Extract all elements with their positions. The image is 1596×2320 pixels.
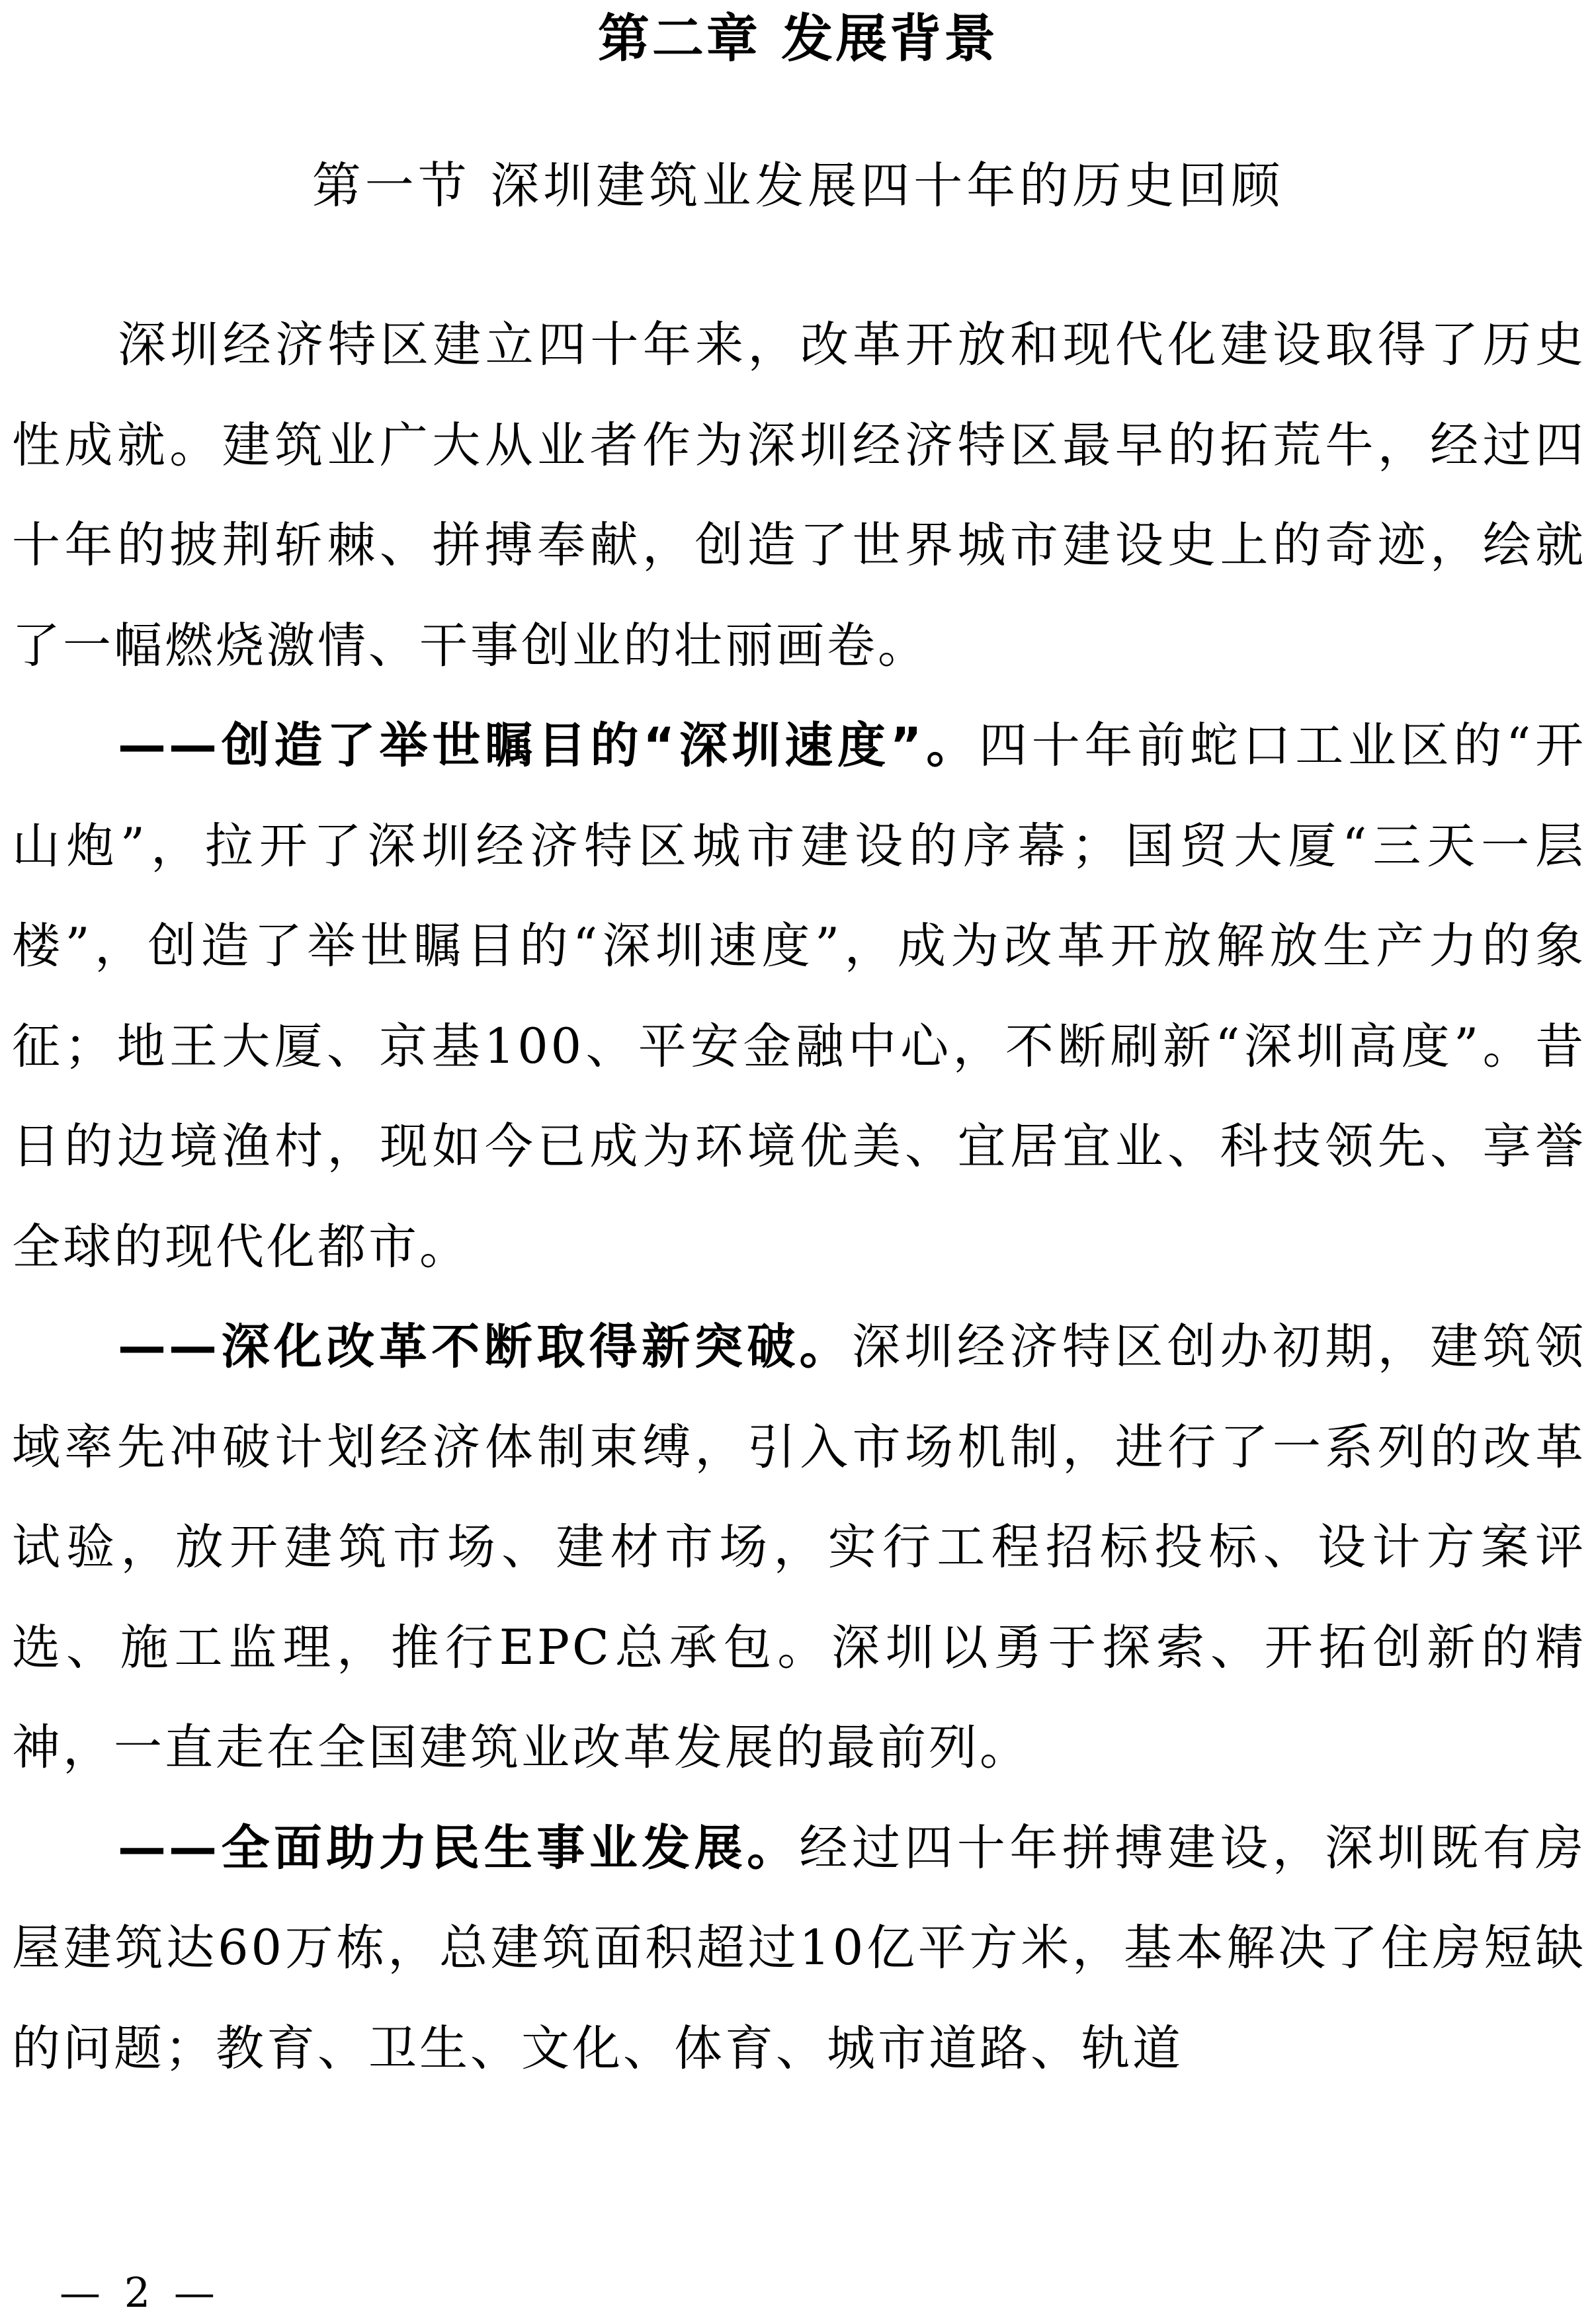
chapter-title: 第二章 发展背景 — [597, 9, 999, 69]
paragraph-shenzhen-speed — [12, 696, 1586, 1297]
page-number: — 2 — — [60, 2268, 220, 2317]
paragraph-text: 深圳经济特区创办初期，建筑领域率先冲破计划经济体制束缚，引入市场机制，进行了一系列的改革试验，放开建筑市场、建材市场，实行工程招标投标、设计方案评选、施工监理，推行EPC总承包。深圳以勇于探索、开拓创新的精神，一直走在全国建筑业改革发展的最前列。 — [12, 1319, 1586, 1776]
paragraph-text: 经过四十年拼搏建设，深圳既有房屋建筑达60万栋，总建筑面积超过10亿平方米，基本解决了住房短缺的问题；教育、卫生、文化、体育、城市道路、轨道 — [12, 1819, 1587, 2077]
paragraph-text: 深圳经济特区建立四十年来，改革开放和现代化建设取得了历史性成就。建筑业广大从业者作为深圳经济特区最早的拓荒牛，经过四十年的披荆斩棘、拼搏奉献，创造了世界城市建设史上的奇迹，绘就了一幅燃烧激情、干事创业的壮丽画卷。 — [12, 317, 1586, 674]
paragraph-reform — [12, 1297, 1586, 1798]
body-text — [12, 295, 1586, 2098]
paragraph-lead: ——创造了举世瞩目的“深圳速度”。 — [118, 718, 980, 774]
section-title: 第一节 深圳建筑业发展四十年的历史回顾 — [312, 157, 1284, 214]
paragraph-intro — [12, 295, 1586, 696]
paragraph-livelihood — [12, 1798, 1586, 2099]
paragraph-lead: ——全面助力民生事业发展。 — [118, 1819, 800, 1876]
paragraph-text: 四十年前蛇口工业区的“开山炮”，拉开了深圳经济特区城市建设的序幕；国贸大厦“三天一层楼”，创造了举世瞩目的“深圳速度”，成为改革开放解放生产力的象征；地王大厦、京基100、平安金融中心，不断刷新“深圳高度”。昔日的边境渔村，现如今已成为环境优美、宜居宜业、科技领先、享誉全球的现代化都市。 — [12, 718, 1586, 1275]
paragraph-lead: ——深化改革不断取得新突破。 — [118, 1319, 852, 1375]
